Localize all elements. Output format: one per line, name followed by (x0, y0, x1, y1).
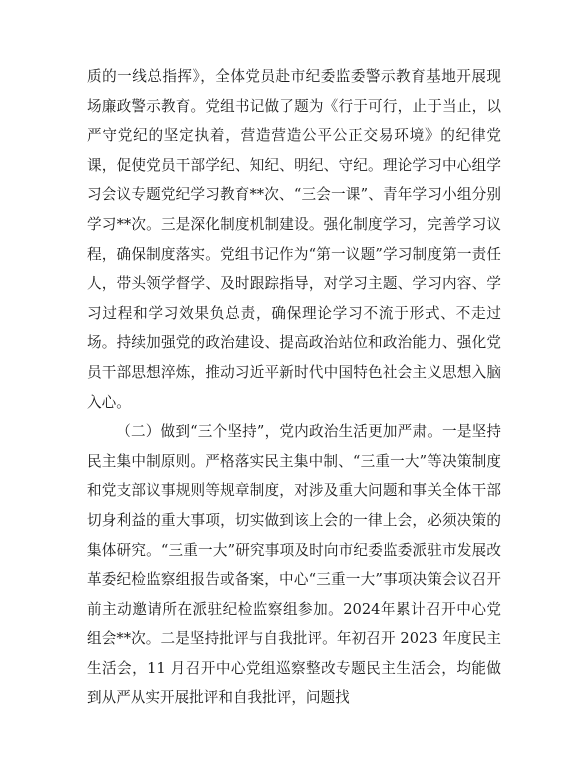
paragraph-continued: 质的一线总指挥》，全体党员赴市纪委监委警示教育基地开展现场廉政警示教育。党组书记做了题为《行于可行，止于当止，以严守党纪的坚定执着，营造营造公平公正交易环境》的纪律党课，促使党员干部学纪、知纪、明纪、守纪。理论学习中心组学习会议专题党纪学习教育**次、“三会一课”、青年学习小组分别学习**次。三是深化制度机制建设。强化制度学习，完善学习议程，确保制度落实。党组书记作为“第一议题”学习制度第一责任人，带头领学督学、及时跟踪指导，对学习主题、学习内容、学习过程和学习效果负总责，确保理论学习不流于形式、不走过场。持续加强党的政治建设、提高政治站位和政治能力、强化党员干部思想淬炼，推动习近平新时代中国特色社会主义思想入脑入心。 (87, 68, 501, 411)
paragraph-section-two: （二）做到“三个坚持”，党内政治生活更加严肃。一是坚持民主集中制原则。严格落实民主集中制、“三重一大”等决策制度和党支部议事规则等规章制度，对涉及重大问题和事关全体干部切身利益的重大事项，切实做到该上会的一律上会，必须决策的集体研究。“三重一大”研究事项及时向市纪委监委派驻市发展改革委纪检监察组报告或备案，中心“三重一大”事项决策会议召开前主动邀请所在派驻纪检监察组参加。2024年累计召开中心党组会**次。二是坚持批评与自我批评。年初召开 2023 年度民主生活会，11 月召开中心党组巡察整改专题民主生活会，均能做到从严从实开展批评和自我批评，问题找 (87, 423, 501, 707)
document-body (87, 62, 501, 713)
